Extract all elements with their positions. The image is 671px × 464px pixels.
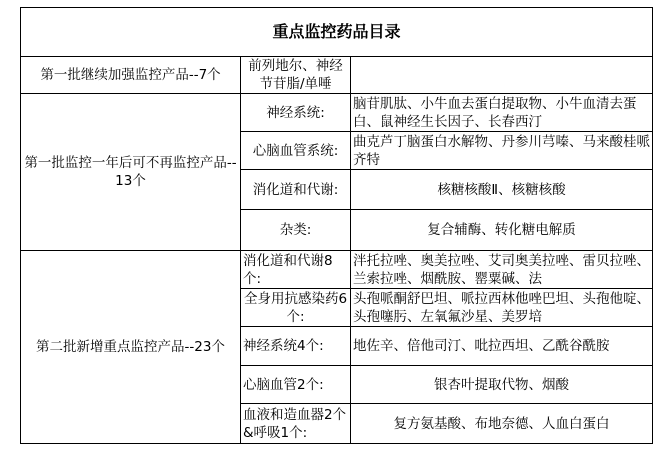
table-title: 重点监控药品目录	[21, 8, 653, 57]
category-label: 心脑血管系统:	[241, 132, 351, 170]
drug-catalog-table	[20, 7, 653, 444]
table-row	[21, 57, 653, 94]
product-list: 复合辅酶、转化糖电解质	[351, 210, 653, 251]
category-label: 全身用抗感染药6个:	[241, 289, 351, 327]
product-list: 头孢哌酮舒巴坦、哌拉西林他唑巴坦、头孢他啶、头孢噻肟、左氧氟沙星、美罗培	[351, 289, 653, 327]
group-label: 第一批监控一年后可不再监控产品--13个	[21, 94, 241, 251]
product-list	[351, 57, 653, 94]
product-list: 复方氨基酸、布地奈德、人血白蛋白	[351, 404, 653, 444]
product-list: 核糖核酸Ⅱ、核糖核酸	[351, 170, 653, 210]
category-label: 神经系统:	[241, 94, 351, 132]
product-list: 脑苷肌肽、小牛血去蛋白提取物、小牛血清去蛋白、鼠神经生长因子、长春西汀	[351, 94, 653, 132]
category-label: 神经系统4个:	[241, 327, 351, 366]
group-label: 第一批继续加强监控产品--7个	[21, 57, 241, 94]
drug-catalog	[20, 7, 653, 444]
category-label: 心脑血管2个:	[241, 366, 351, 404]
product-list: 银杏叶提取代物、烟酸	[351, 366, 653, 404]
product-list: 泮托拉唑、奥美拉唑、艾司奥美拉唑、雷贝拉唑、兰索拉唑、烟酰胺、罂粟碱、法	[351, 251, 653, 289]
group-label: 第二批新增重点监控产品--23个	[21, 251, 241, 444]
product-list: 地佐辛、倍他司汀、吡拉西坦、乙酰谷酰胺	[351, 327, 653, 366]
table-row	[21, 94, 653, 132]
table-row	[21, 251, 653, 289]
title-row	[21, 8, 653, 57]
category-label: 消化道和代谢8个:	[241, 251, 351, 289]
category-label: 血液和造血器2个&呼吸1个:	[241, 404, 351, 444]
category-label: 前列地尔、神经节苷脂/单唾	[241, 57, 351, 94]
category-label: 杂类:	[241, 210, 351, 251]
product-list: 曲克芦丁脑蛋白水解物、丹参川芎嗪、马来酸桂哌齐特	[351, 132, 653, 170]
category-label: 消化道和代谢:	[241, 170, 351, 210]
